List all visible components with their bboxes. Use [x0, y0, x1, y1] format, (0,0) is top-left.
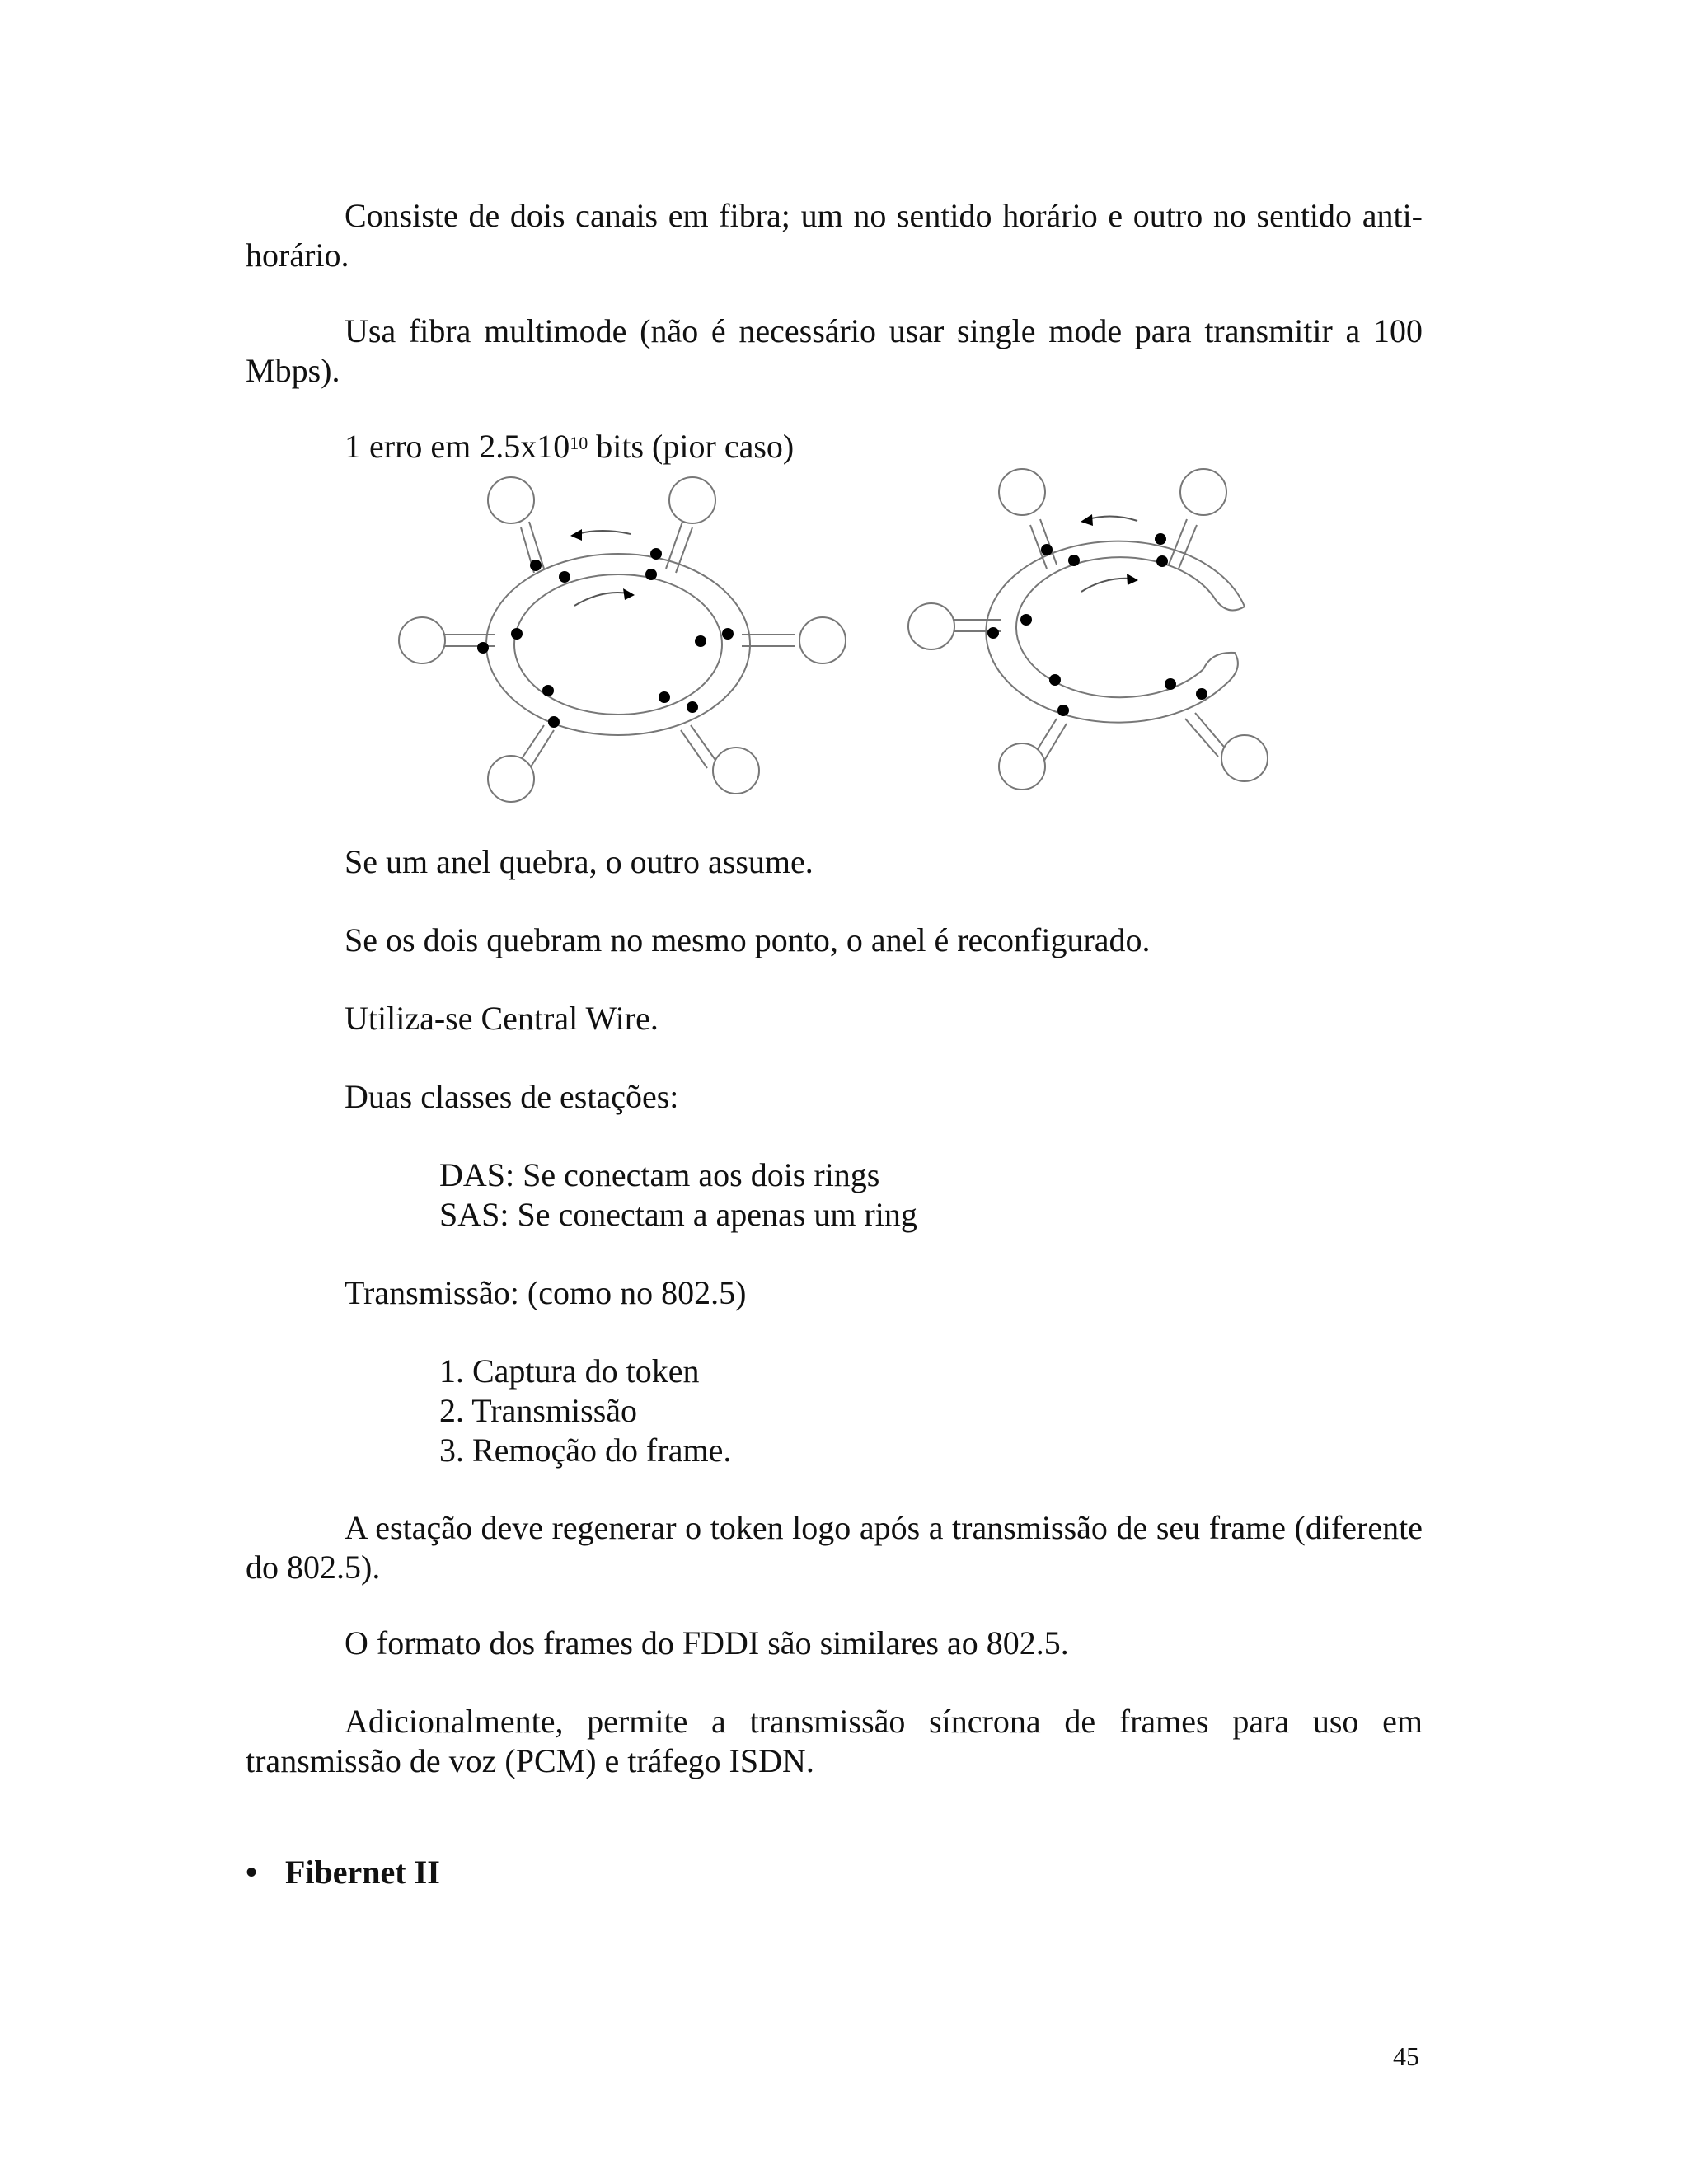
station-node: [908, 603, 954, 649]
dual-ring-reconfigured-diagram: [908, 469, 1268, 790]
transmission-step-1: 1. Captura do token: [439, 1352, 700, 1390]
clockwise-arrow: [1081, 579, 1131, 592]
transmission-step-2: 2. Transmissão: [439, 1392, 638, 1429]
section-heading-fibernet: [246, 1853, 440, 1892]
bullet-icon: •: [246, 1854, 258, 1891]
paragraph-dual-channels: Consiste de dois canais em fibra; um no sentido horário e outro no sentido anti-horário.: [246, 197, 1423, 274]
station-node: [488, 756, 534, 802]
station-node: [1221, 735, 1268, 781]
station-node: [1180, 469, 1226, 515]
wrap-loop-bottom: [1203, 653, 1238, 686]
page-number: 45: [1393, 2041, 1419, 2071]
outer-ring: [486, 554, 750, 735]
paragraph-ring-break: Se um anel quebra, o outro assume.: [345, 843, 814, 880]
paragraph-synchronous: Adicionalmente, permite a transmissão síncrona de frames para uso em transmissão de voz (PCM) e tráfego ISDN.: [246, 1703, 1423, 1779]
station-class-sas: SAS: Se conectam a apenas um ring: [439, 1196, 917, 1233]
counterclockwise-arrow: [1088, 516, 1137, 521]
dual-ring-intact-diagram: [399, 477, 846, 802]
clockwise-arrow: [574, 593, 628, 606]
station-node: [669, 477, 715, 523]
paragraph-frame-format: O formato dos frames do FDDI são similares ao 802.5.: [345, 1624, 1069, 1661]
station-node: [713, 748, 759, 794]
station-node: [799, 617, 846, 663]
paragraph-token-regeneration: A estação deve regenerar o token logo após a transmissão de seu frame (diferente do 802.5).: [246, 1509, 1423, 1586]
paragraph-error-rate: 1 erro em $2.5x10^{10}$ bits (pior caso): [345, 428, 795, 465]
paragraph-transmission: Transmissão: (como no 802.5): [345, 1274, 747, 1311]
station-node: [488, 477, 534, 523]
transmission-step-3: 3. Remoção do frame.: [439, 1432, 732, 1469]
paragraph-reconfigure: Se os dois quebram no mesmo ponto, o anel é reconfigurado.: [345, 921, 1151, 958]
paragraph-station-classes: Duas classes de estações:: [345, 1078, 679, 1115]
station-class-das: DAS: Se conectam aos dois rings: [439, 1156, 880, 1193]
station-node: [399, 617, 445, 663]
paragraph-multimode: Usa fibra multimode (não é necessário usar single mode para transmitir a 100 Mbps).: [246, 312, 1423, 389]
fddi-ring-diagrams: [0, 462, 1688, 816]
station-node: [999, 743, 1045, 790]
section-heading-title: Fibernet II: [285, 1854, 440, 1891]
counterclockwise-arrow: [577, 531, 631, 534]
station-node: [999, 469, 1045, 515]
paragraph-central-wire: Utiliza-se Central Wire.: [345, 1000, 659, 1037]
wrap-loop-top: [1216, 600, 1245, 611]
